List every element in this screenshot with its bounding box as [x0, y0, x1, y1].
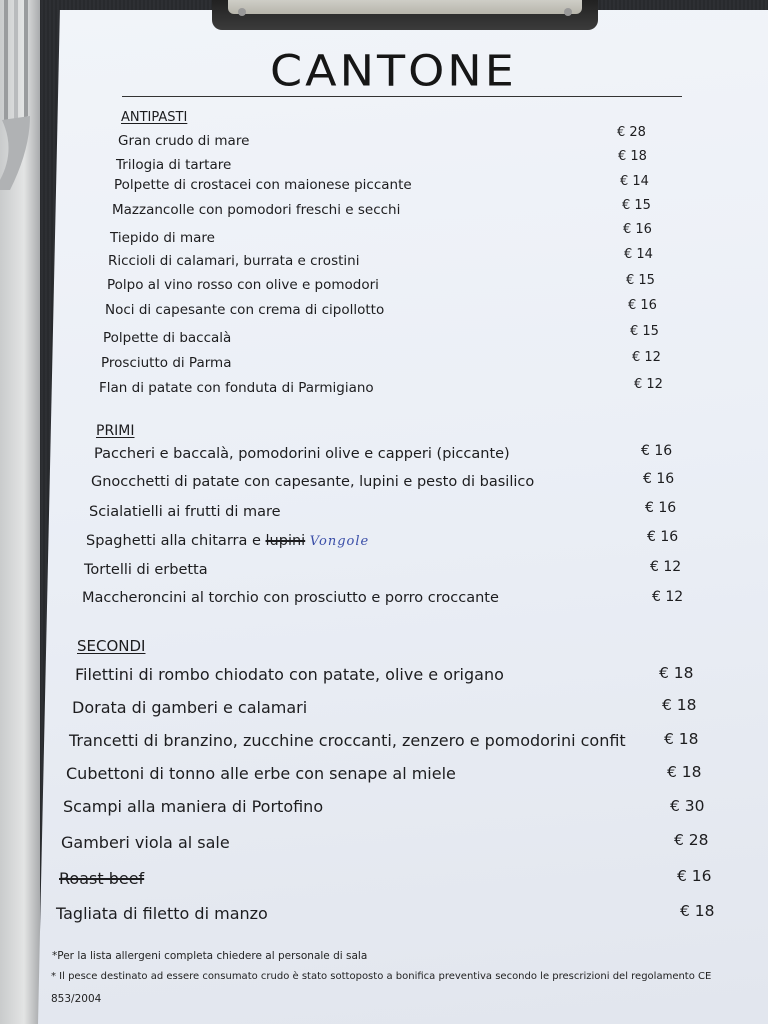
menu-item: Trilogia di tartare — [116, 157, 232, 173]
menu-item-text: Spaghetti alla chitarra e — [86, 533, 266, 549]
menu-item: Scialatielli ai frutti di mare — [89, 504, 281, 520]
menu-price: € 12 — [652, 589, 684, 605]
menu-item: Tortelli di erbetta — [84, 562, 208, 578]
handwritten-correction: Vongole — [309, 534, 370, 549]
menu-price: € 16 — [641, 443, 673, 459]
menu-item-struck: Roast beef — [59, 869, 145, 888]
menu-price: € 12 — [634, 377, 663, 392]
section-secondi: SECONDI — [77, 637, 146, 655]
menu-price: € 16 — [643, 471, 675, 487]
menu-price: € 18 — [667, 763, 702, 781]
menu-item: Gran crudo di mare — [118, 133, 250, 149]
menu-price: € 28 — [674, 831, 709, 849]
menu-item: Tiepido di mare — [110, 230, 215, 246]
raw-fish-note: * Il pesce destinato ad essere consumato crudo è stato sottoposto a bonifica preventiva secondo le prescrizioni del regolamento CE — [51, 971, 712, 982]
clipboard-clip — [212, 0, 598, 30]
menu-price: € 16 — [645, 500, 677, 516]
menu-price: € 16 — [647, 529, 679, 545]
menu-price: € 16 — [623, 222, 652, 237]
menu-item: Riccioli di calamari, burrata e crostini — [108, 253, 360, 269]
menu-item — [86, 533, 369, 549]
menu-price: € 14 — [620, 174, 649, 189]
menu-price: € 30 — [670, 797, 705, 815]
menu-price: € 15 — [626, 273, 655, 288]
regulation-number: 853/2004 — [51, 993, 102, 1005]
section-primi: PRIMI — [96, 423, 135, 439]
allergen-note: *Per la lista allergeni completa chiedere al personale di sala — [52, 950, 368, 962]
menu-item: Prosciutto di Parma — [101, 355, 232, 371]
menu-item: Gnocchetti di patate con capesante, lupini e pesto di basilico — [91, 474, 535, 490]
menu-item: Cubettoni di tonno alle erbe con senape al miele — [66, 764, 456, 783]
section-antipasti: ANTIPASTI — [121, 110, 188, 125]
menu-item: Gamberi viola al sale — [61, 833, 230, 852]
menu-price: € 14 — [624, 247, 653, 262]
fork-icon — [0, 0, 40, 190]
menu-item: Scampi alla maniera di Portofino — [63, 797, 324, 816]
menu-price: € 28 — [617, 125, 646, 140]
menu-price: € 16 — [628, 298, 657, 313]
menu-price: € 18 — [618, 149, 647, 164]
menu-item: Paccheri e baccalà, pomodorini olive e capperi (piccante) — [94, 446, 510, 462]
menu-price: € 16 — [677, 867, 712, 885]
struck-text: lupini — [265, 533, 306, 549]
menu-item: Polpo al vino rosso con olive e pomodori — [107, 277, 379, 293]
menu-item: Filettini di rombo chiodato con patate, olive e origano — [75, 665, 504, 684]
menu-item: Polpette di baccalà — [103, 330, 232, 346]
menu-price: € 18 — [664, 730, 699, 748]
menu-item: Dorata di gamberi e calamari — [72, 698, 308, 717]
menu-item: Maccheroncini al torchio con prosciutto e porro croccante — [82, 590, 499, 606]
menu-price: € 18 — [680, 902, 715, 920]
menu-item: Flan di patate con fonduta di Parmigiano — [99, 380, 374, 396]
title-divider — [122, 96, 682, 97]
menu-price: € 18 — [662, 696, 697, 714]
menu-item: Polpette di crostacei con maionese piccante — [114, 177, 412, 193]
menu-price: € 15 — [622, 198, 651, 213]
restaurant-title: CANTONE — [270, 46, 517, 96]
menu-item: Mazzancolle con pomodori freschi e secchi — [112, 202, 401, 218]
menu-item: Tagliata di filetto di manzo — [56, 904, 268, 923]
menu-item: Noci di capesante con crema di cipollotto — [105, 302, 385, 318]
clip-rivet-right — [564, 8, 572, 16]
menu-price: € 12 — [632, 350, 661, 365]
clip-rivet-left — [238, 8, 246, 16]
menu-item: Trancetti di branzino, zucchine croccanti, zenzero e pomodorini confit — [69, 731, 626, 750]
menu-price: € 12 — [650, 559, 682, 575]
clip-plate — [228, 0, 582, 14]
menu-price: € 18 — [659, 664, 694, 682]
menu-price: € 15 — [630, 324, 659, 339]
